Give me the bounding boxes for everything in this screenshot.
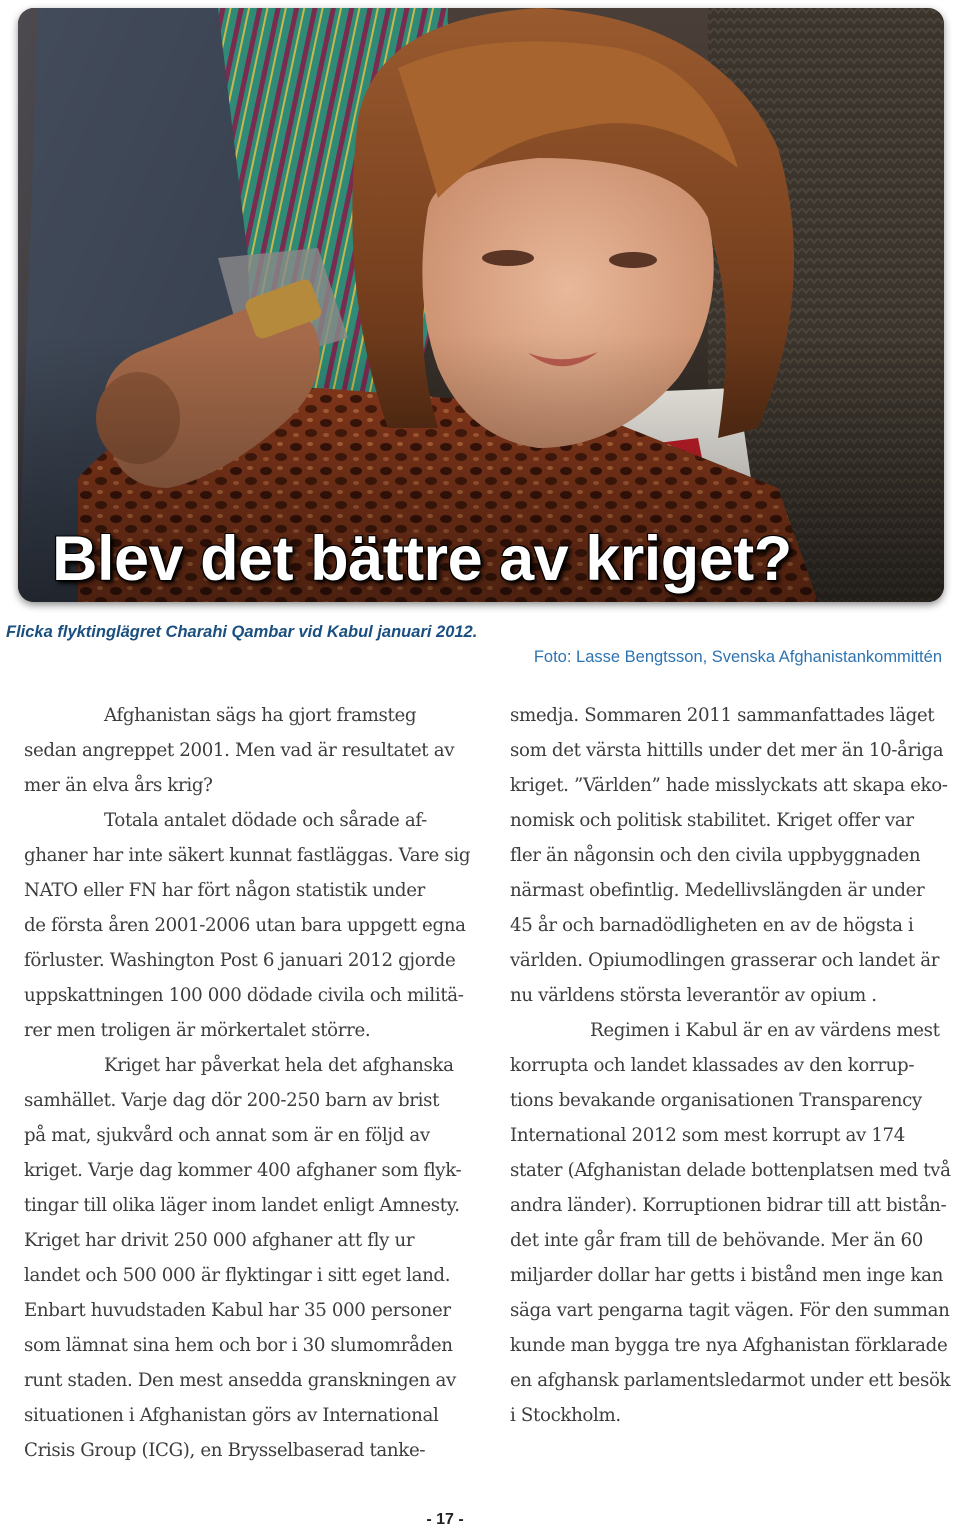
text-line: rer men troligen är mörkertalet större.	[24, 1020, 371, 1041]
photo-illustration	[18, 8, 944, 602]
text-line: situationen i Afghanistan görs av International	[24, 1405, 439, 1426]
text-line: kriget. ”Världen” hade misslyckats att skapa eko-	[510, 775, 948, 796]
text-line: i Stockholm.	[510, 1405, 621, 1426]
text-line: landet och 500 000 är flyktingar i sitt eget land.	[24, 1265, 451, 1286]
article-column-left	[24, 698, 471, 1468]
text-line: Enbart huvudstaden Kabul har 35 000 personer	[24, 1300, 451, 1321]
text-line: tions bevakande organisationen Transparency	[510, 1090, 922, 1111]
paragraph-corruption	[510, 1013, 951, 1433]
text-line: stater (Afghanistan delade bottenplatsen med två	[510, 1160, 951, 1181]
text-line: Afghanistan sägs ha gjort framsteg	[104, 705, 417, 726]
text-line: en afghansk parlamentsledarmot under ett besök	[510, 1370, 951, 1391]
article-column-right	[510, 698, 951, 1433]
text-line: sedan angreppet 2001. Men vad är resultatet av	[24, 740, 455, 761]
paragraph-casualties	[24, 803, 471, 1048]
text-line: International 2012 som mest korrupt av 174	[510, 1125, 905, 1146]
photo-credit: Foto: Lasse Bengtsson, Svenska Afghanistankommittén	[533, 648, 942, 666]
text-line: Kriget har drivit 250 000 afghaner att fly ur	[24, 1230, 415, 1251]
text-line: nomisk och politisk stabilitet. Kriget offer var	[510, 810, 914, 831]
headline: Blev det bättre av kriget?	[52, 524, 792, 594]
text-line: kunde man bygga tre nya Afghanistan förklarade	[510, 1335, 948, 1356]
text-line: som lämnat sina hem och bor i 30 slumområden	[24, 1335, 453, 1356]
text-line: tingar till olika läger inom landet enligt Amnesty.	[24, 1195, 460, 1216]
photo-caption: Flicka flyktinglägret Charahi Qambar vid Kabul januari 2012.	[6, 623, 478, 641]
text-line: kriget. Varje dag kommer 400 afghaner som flyk-	[24, 1160, 462, 1181]
text-line: mer än elva års krig?	[24, 775, 213, 796]
text-line: uppskattningen 100 000 dödade civila och militä-	[24, 985, 464, 1006]
paragraph-icg	[510, 698, 948, 1013]
text-line: Kriget har påverkat hela det afghanska	[104, 1055, 454, 1076]
text-line: samhället. Varje dag dör 200-250 barn av brist	[24, 1090, 440, 1111]
text-line: runt staden. Den mest ansedda granskningen av	[24, 1370, 456, 1391]
text-line: smedja. Sommaren 2011 sammanfattades läget	[510, 705, 935, 726]
text-line: miljarder dollar har getts i bistånd men inge kan	[510, 1265, 943, 1286]
text-line: Crisis Group (ICG), en Brysselbaserad tanke-	[24, 1440, 426, 1461]
text-line: världen. Opiumodlingen grasserar och landet är	[510, 950, 940, 971]
hero-photo	[18, 8, 944, 602]
text-line: fler än någonsin och den civila uppbyggnaden	[510, 845, 921, 866]
text-line: andra länder). Korruptionen bidrar till att bistån-	[510, 1195, 947, 1216]
text-line: förluster. Washington Post 6 januari 2012 gjorde	[24, 950, 456, 971]
text-line: ghaner har inte säkert kunnat fastläggas. Vare sig	[24, 845, 471, 866]
page-number: - 17 -	[426, 1511, 464, 1528]
text-line: nu världens största leverantör av opium .	[510, 985, 877, 1006]
paragraph-society	[24, 1048, 462, 1468]
text-line: de första åren 2001-2006 utan bara uppgett egna	[24, 915, 466, 936]
text-line: korrupta och landet klassades av den korrup-	[510, 1055, 915, 1076]
text-line: på mat, sjukvård och annat som är en följd av	[24, 1125, 430, 1146]
text-line: Totala antalet dödade och sårade af-	[104, 810, 427, 831]
text-line: närmast obefintlig. Medellivslängden är under	[510, 880, 925, 901]
text-line: NATO eller FN har fört någon statistik under	[24, 880, 425, 901]
paragraph-intro	[24, 698, 455, 803]
text-line: det inte går fram till de behövande. Mer än 60	[510, 1230, 923, 1251]
text-line: 45 år och barnadödligheten en av de högsta i	[510, 915, 914, 936]
text-line: säga vart pengarna tagit vägen. För den summan	[510, 1300, 950, 1321]
text-line: som det värsta hittills under det mer än 10-åriga	[510, 740, 944, 761]
text-line: Regimen i Kabul är en av värdens mest	[590, 1020, 940, 1041]
